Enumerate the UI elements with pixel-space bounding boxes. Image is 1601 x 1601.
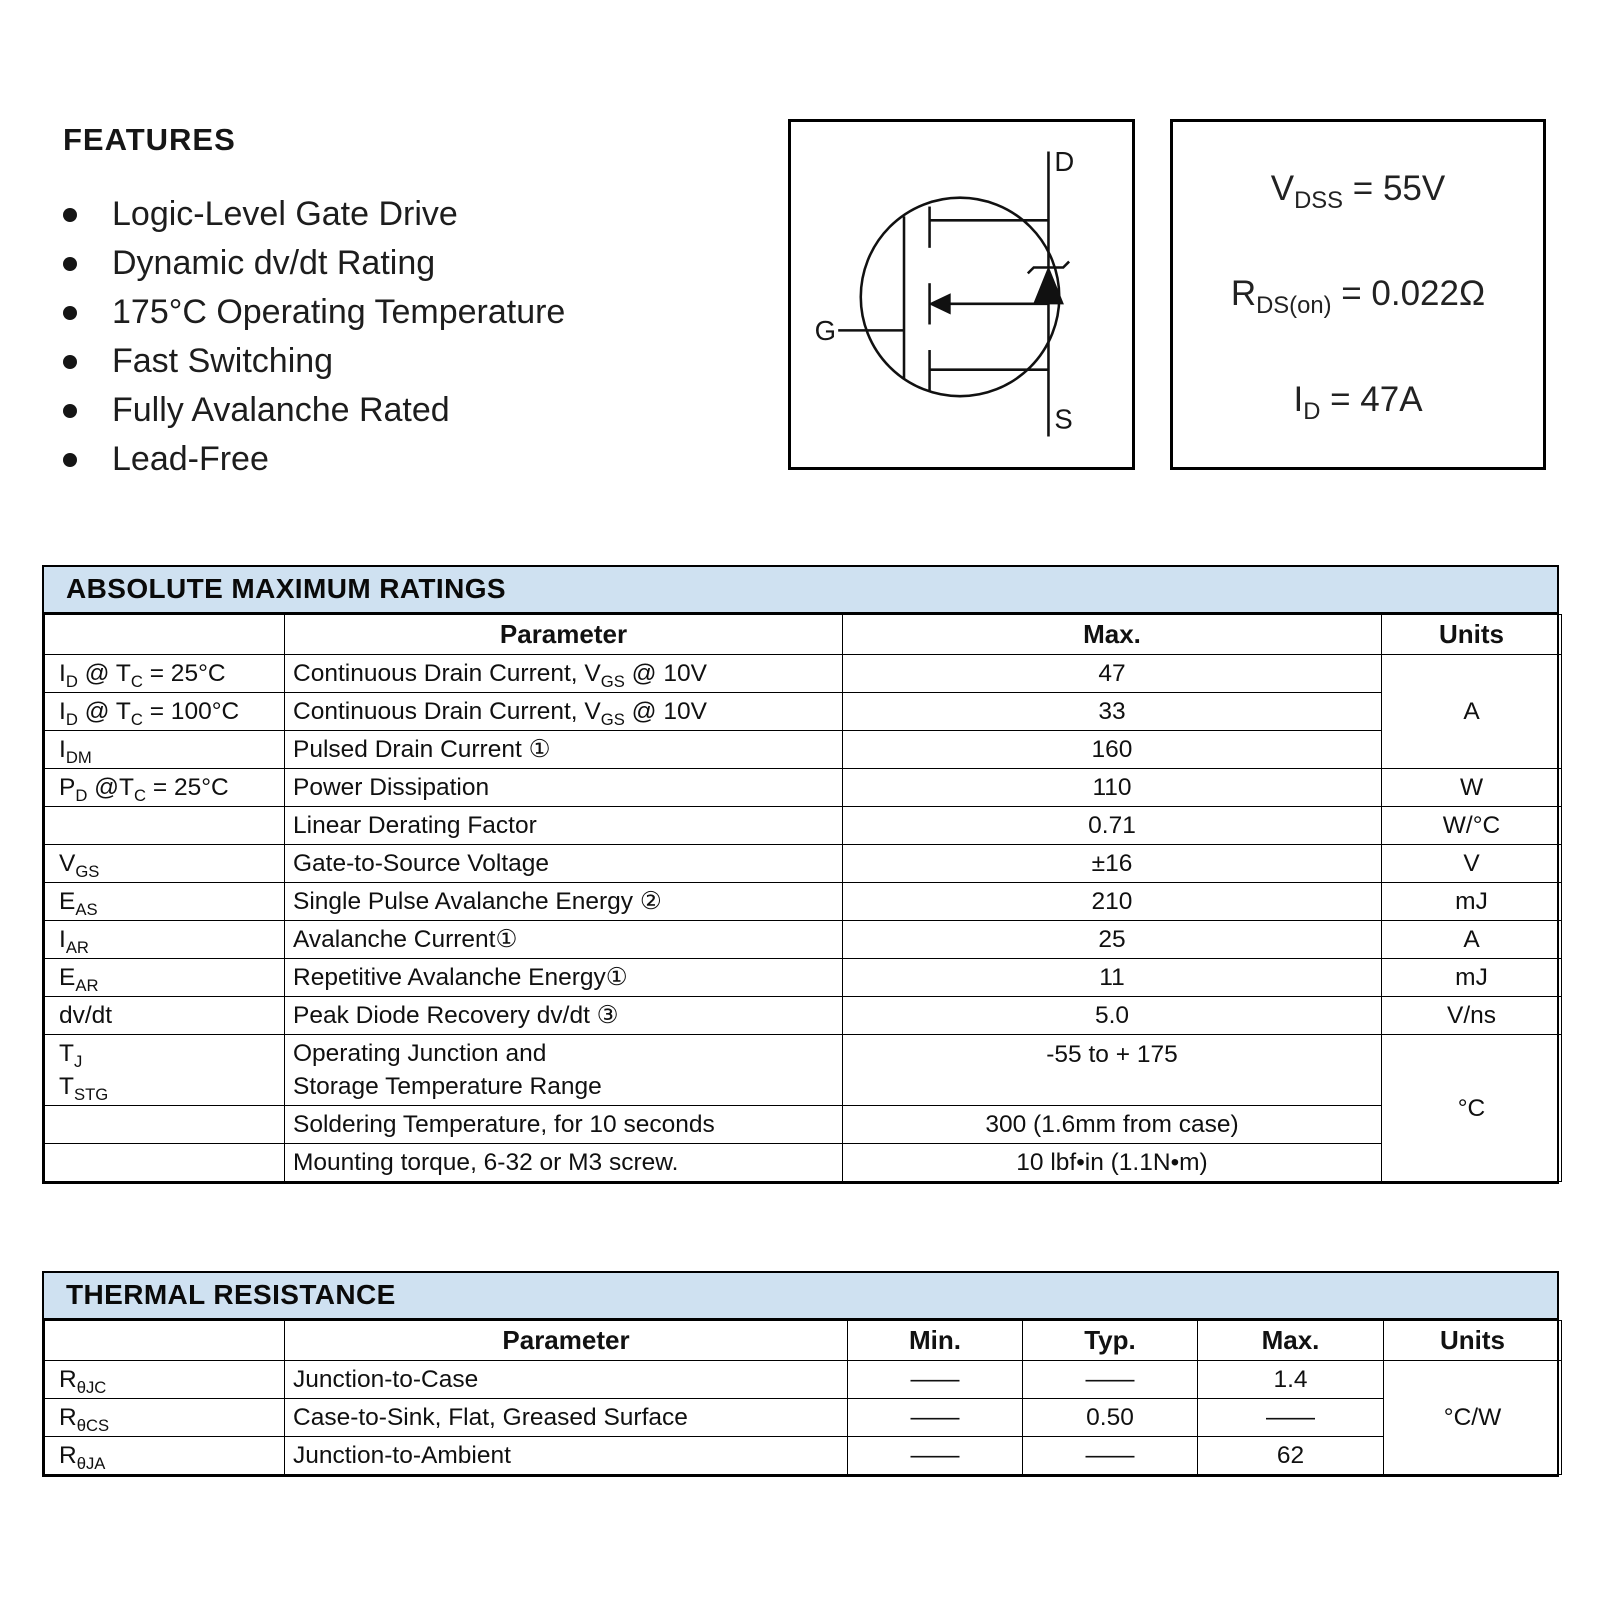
feature-item [63, 337, 565, 386]
feature-item-label: Logic-Level Gate Drive [112, 195, 458, 233]
table-cell: $E_{AR}$ [45, 959, 285, 997]
table-row [45, 731, 1562, 769]
mosfet-symbol-icon [791, 122, 1132, 467]
table-cell: -55 to + 175 [843, 1035, 1382, 1106]
feature-item [63, 386, 565, 435]
table-row [45, 769, 1562, 807]
table-row [45, 1361, 1562, 1399]
bullet-icon [63, 208, 77, 222]
thermal-table-body [45, 1361, 1562, 1475]
table-cell: °C/W [1384, 1361, 1562, 1475]
features-list [63, 190, 565, 484]
table-cell: 62 [1198, 1437, 1384, 1475]
table-cell: W/°C [1382, 807, 1562, 845]
spec-id: $I_D = 47A$ [1293, 380, 1423, 426]
source-label: S [1054, 403, 1073, 435]
table-cell: ±16 [843, 845, 1382, 883]
table-row [45, 1399, 1562, 1437]
column-header-units: Units [1384, 1321, 1562, 1361]
table-cell: $R_{\theta JC}$ [45, 1361, 285, 1399]
table-cell: —— [848, 1361, 1023, 1399]
mosfet-symbol-diagram [788, 119, 1135, 470]
thermal-resistance-section [42, 1271, 1559, 1477]
column-header-symbol [45, 615, 285, 655]
table-cell: 160 [843, 731, 1382, 769]
drain-label: D [1054, 146, 1075, 178]
table-cell: Peak Diode Recovery dv/dt ③ [285, 997, 843, 1035]
table-cell: Power Dissipation [285, 769, 843, 807]
table-header-row [45, 1321, 1562, 1361]
feature-item-label: Fully Avalanche Rated [112, 391, 450, 429]
column-header-typ: Typ. [1023, 1321, 1198, 1361]
thermal-title: THERMAL RESISTANCE [44, 1273, 1557, 1320]
column-header-min: Min. [848, 1321, 1023, 1361]
table-cell: $I_D$ @ $T_C = 25^\circ C$ [45, 655, 285, 693]
table-cell: 33 [843, 693, 1382, 731]
feature-item [63, 190, 565, 239]
table-row [45, 807, 1562, 845]
table-cell: 0.50 [1023, 1399, 1198, 1437]
absolute-maximum-ratings-section [42, 565, 1559, 1184]
table-cell: 25 [843, 921, 1382, 959]
table-cell: 110 [843, 769, 1382, 807]
table-row [45, 997, 1562, 1035]
table-row [45, 1106, 1562, 1144]
abs-max-table [44, 614, 1562, 1182]
table-cell: Junction-to-Case [285, 1361, 848, 1399]
table-cell: Soldering Temperature, for 10 seconds [285, 1106, 843, 1144]
table-cell: V [1382, 845, 1562, 883]
bullet-icon [63, 306, 77, 320]
table-cell: $I_D$ @ $T_C = 100^\circ C$ [45, 693, 285, 731]
table-header-row [45, 615, 1562, 655]
table-cell: Single Pulse Avalanche Energy ② [285, 883, 843, 921]
abs-max-table-body [45, 655, 1562, 1182]
table-cell: Junction-to-Ambient [285, 1437, 848, 1475]
bullet-icon [63, 453, 77, 467]
table-cell: —— [1198, 1399, 1384, 1437]
feature-item-label: 175°C Operating Temperature [112, 293, 566, 331]
table-cell [45, 807, 285, 845]
column-header-parameter: Parameter [285, 615, 843, 655]
table-cell: 10 lbf•in (1.1N•m) [843, 1144, 1382, 1182]
table-row [45, 1035, 1562, 1106]
table-row [45, 1437, 1562, 1475]
table-cell: 47 [843, 655, 1382, 693]
table-row [45, 921, 1562, 959]
table-cell: Continuous Drain Current, $V_{GS}$ @ 10V [285, 693, 843, 731]
table-cell: Pulsed Drain Current ① [285, 731, 843, 769]
table-row [45, 693, 1562, 731]
table-cell: $V_{GS}$ [45, 845, 285, 883]
table-cell: mJ [1382, 959, 1562, 997]
table-cell: —— [848, 1437, 1023, 1475]
table-row [45, 655, 1562, 693]
column-header-parameter: Parameter [285, 1321, 848, 1361]
column-header-max: Max. [843, 615, 1382, 655]
bullet-icon [63, 355, 77, 369]
table-cell: W [1382, 769, 1562, 807]
key-specs-panel [1170, 119, 1546, 470]
table-cell: Case-to-Sink, Flat, Greased Surface [285, 1399, 848, 1437]
feature-item [63, 239, 565, 288]
table-cell: mJ [1382, 883, 1562, 921]
thermal-table [44, 1320, 1562, 1475]
table-cell: 300 (1.6mm from case) [843, 1106, 1382, 1144]
table-cell: $I_{AR}$ [45, 921, 285, 959]
feature-item-label: Fast Switching [112, 342, 334, 380]
column-header-max: Max. [1198, 1321, 1384, 1361]
table-cell: Gate-to-Source Voltage [285, 845, 843, 883]
bullet-icon [63, 257, 77, 271]
table-cell: A [1382, 655, 1562, 769]
table-cell: $E_{AS}$ [45, 883, 285, 921]
table-row [45, 959, 1562, 997]
table-cell: $T_J$ $T_{STG}$ [45, 1035, 285, 1106]
table-cell: dv/dt [45, 997, 285, 1035]
column-header-units: Units [1382, 615, 1562, 655]
table-cell: 5.0 [843, 997, 1382, 1035]
table-cell: 0.71 [843, 807, 1382, 845]
table-row [45, 883, 1562, 921]
table-cell [45, 1106, 285, 1144]
table-cell: 11 [843, 959, 1382, 997]
features-section [63, 122, 565, 484]
feature-item [63, 435, 565, 484]
table-row [45, 845, 1562, 883]
spec-rdson: $R_{DS(on)} = 0.022\Omega$ [1230, 274, 1486, 320]
table-cell: —— [1023, 1361, 1198, 1399]
table-cell: 210 [843, 883, 1382, 921]
spec-vdss: $V_{DSS} = 55V$ [1270, 168, 1446, 214]
features-title: FEATURES [63, 122, 236, 157]
table-cell: —— [1023, 1437, 1198, 1475]
table-cell: Mounting torque, 6-32 or M3 screw. [285, 1144, 843, 1182]
table-cell: $I_{DM}$ [45, 731, 285, 769]
table-cell: $R_{\theta JA}$ [45, 1437, 285, 1475]
table-cell [45, 1144, 285, 1182]
table-cell: Avalanche Current① [285, 921, 843, 959]
column-header-symbol [45, 1321, 285, 1361]
table-cell: Operating Junction and Storage Temperature Range [285, 1035, 843, 1106]
feature-item-label: Dynamic dv/dt Rating [112, 244, 436, 282]
gate-label: G [814, 315, 836, 347]
table-cell: Continuous Drain Current, $V_{GS}$ @ 10V [285, 655, 843, 693]
table-cell: $P_D$ $@T_C = 25^\circ C$ [45, 769, 285, 807]
table-cell: V/ns [1382, 997, 1562, 1035]
table-cell: Repetitive Avalanche Energy① [285, 959, 843, 997]
table-cell: °C [1382, 1035, 1562, 1182]
table-cell: $R_{\theta CS}$ [45, 1399, 285, 1437]
feature-item [63, 288, 565, 337]
abs-max-title: ABSOLUTE MAXIMUM RATINGS [44, 567, 1557, 614]
feature-item-label: Lead-Free [112, 440, 269, 478]
table-cell: A [1382, 921, 1562, 959]
body-arrow-icon [930, 294, 951, 314]
table-row [45, 1144, 1562, 1182]
bullet-icon [63, 404, 77, 418]
table-cell: —— [848, 1399, 1023, 1437]
table-cell: 1.4 [1198, 1361, 1384, 1399]
table-cell: Linear Derating Factor [285, 807, 843, 845]
